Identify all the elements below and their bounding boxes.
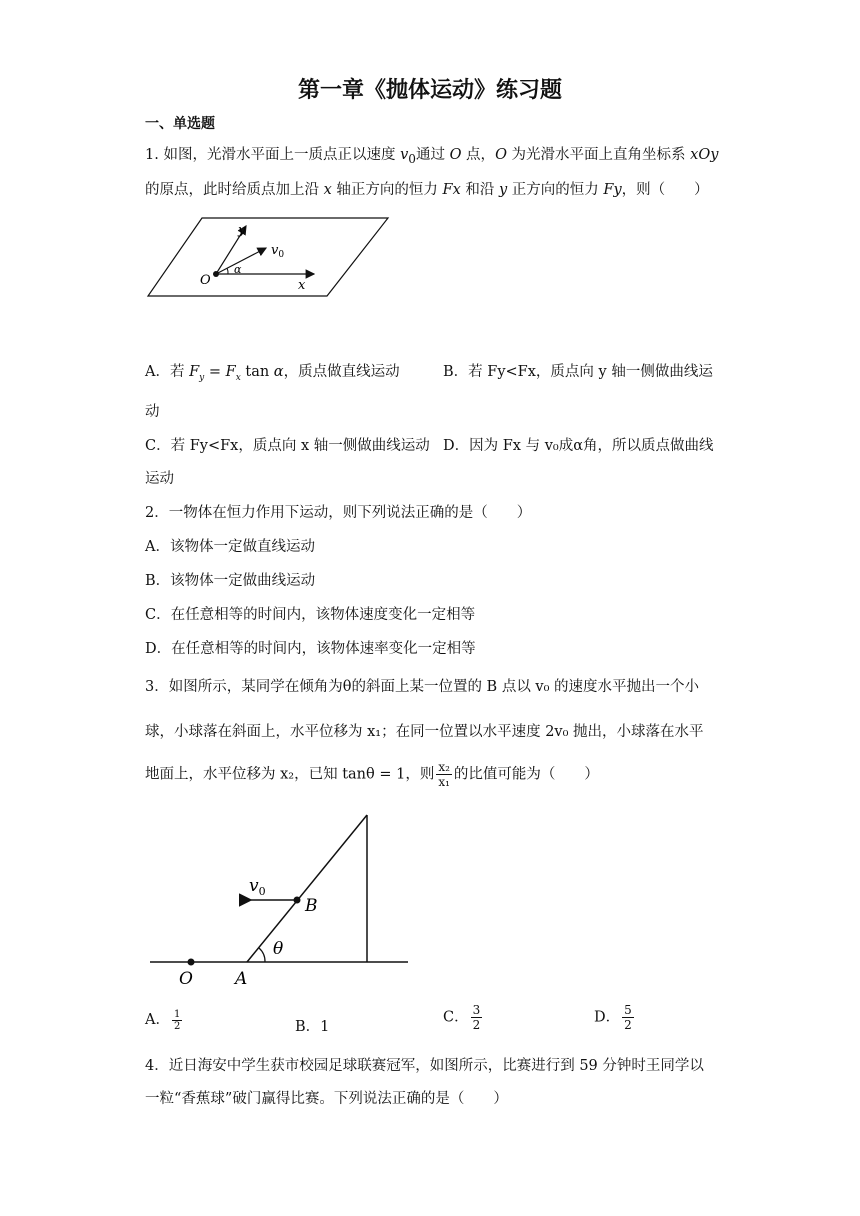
q3-opt-c-label: C． [443, 1009, 469, 1026]
q1-text: 通过 [415, 147, 450, 163]
q1-fx: Fx [442, 182, 461, 198]
q1-option-d-cont: 运动 [145, 471, 174, 487]
fig-label-v0: $v_0$ [271, 243, 285, 260]
q1-text: ，则（ ） [621, 182, 709, 198]
q3-opt-c-fraction: $\frac{3}{2}$ [472, 1003, 481, 1032]
q3-opt-d-label: D． [594, 1009, 621, 1026]
q1-option-d: D．因为 Fx 与 v₀成α角，所以质点做曲线 [443, 438, 714, 454]
q2-option-b: B．该物体一定做曲线运动 [145, 573, 316, 589]
q1-y: y [498, 182, 508, 198]
q1-stem-line1 [145, 143, 718, 166]
q1-text: 和沿 [460, 182, 499, 198]
q1-o: O [449, 147, 462, 163]
fig-label-x: x [298, 278, 306, 293]
q1-xoy: xOy [690, 147, 719, 163]
q1-text: 的原点，此时给质点加上沿 [145, 182, 324, 198]
q3-line3-b: 的比值可能为（ ） [453, 766, 599, 783]
q2-option-a: A．该物体一定做直线运动 [145, 539, 315, 555]
q1-text: 轴正方向的恒力 [331, 182, 443, 198]
q3-line3-a: 地面上，水平位移为 x₂，已知 tanθ = 1，则 [145, 766, 435, 783]
q1-x: x [323, 182, 332, 198]
fig-label-y: y [238, 223, 246, 238]
theta-arc [259, 948, 265, 962]
q2-option-d: D．在任意相等的时间内，该物体速率变化一定相等 [145, 641, 476, 657]
q3-opt-d-fraction: $\frac{5}{2}$ [624, 1003, 632, 1032]
q1-v0-sub: 0 [408, 151, 416, 166]
q1-option-b-cont: 动 [145, 404, 160, 420]
q1-option-b: B．若 Fy<Fx，质点向 y 轴一侧做曲线运 [443, 364, 713, 380]
q1-stem-line2 [145, 178, 709, 199]
fig-label-v0: $v_0$ [249, 876, 266, 898]
alpha-arc [227, 268, 228, 274]
point-b [294, 897, 301, 904]
fig-label-theta: θ [273, 939, 284, 959]
page-title: 第一章《抛体运动》练习题 [297, 78, 562, 103]
q1-option-a: A．若 $F_y = F_x$ tan α，质点做直线运动 [145, 364, 400, 383]
q3-opt-a-label: A． [145, 1012, 170, 1028]
q1-opt-a-prefix: A．若 [145, 364, 190, 380]
q1-text: 1. 如图，光滑水平面上一质点正以速度 [145, 147, 401, 163]
q1-opt-a-formula: $F_y = F_x$ [189, 364, 241, 383]
section-heading: 一、单选题 [145, 116, 215, 132]
q3-line1: 3．如图所示，某同学在倾角为θ的斜面上某一位置的 B 点以 v₀ 的速度水平抛出一个小 [145, 679, 700, 695]
q1-o: O [495, 147, 507, 163]
q1-text: 为光滑水平面上直角坐标系 [506, 147, 691, 163]
q3-option-b: B．1 [295, 1019, 330, 1035]
q2-option-c: C．在任意相等的时间内，该物体速度变化一定相等 [145, 607, 476, 623]
q1-text: 正方向的恒力 [507, 182, 604, 198]
q1-fy: Fy [603, 182, 622, 198]
fig-label-o: O [200, 273, 211, 288]
q3-option-c [443, 1003, 484, 1032]
q1-v0: v [400, 147, 409, 163]
q1-figure [140, 210, 400, 305]
q3-opt-a-fraction: $\frac{1}{2}$ [173, 1008, 181, 1032]
q1-option-c: C．若 Fy<Fx，质点向 x 轴一侧做曲线运动 [145, 438, 430, 454]
q2-stem: 2．一物体在恒力作用下运动，则下列说法正确的是（ ） [145, 505, 532, 521]
fig-label-a: A [235, 969, 248, 989]
origin-point [213, 271, 219, 277]
q4-line2: 一粒“香蕉球”破门赢得比赛。下列说法正确的是（ ） [145, 1091, 508, 1107]
fig-label-alpha: α [234, 263, 242, 276]
plane-parallelogram [148, 218, 388, 296]
q3-ratio-fraction: $\frac{\text{x₂}}{\text{x₁}}$ [438, 760, 450, 789]
q1-opt-a-suffix: ，质点做直线运动 [283, 364, 400, 380]
fig-label-b: B [305, 896, 318, 916]
q3-figure [145, 805, 415, 990]
q3-option-a [145, 1008, 184, 1032]
q4-line1: 4．近日海安中学生获市校园足球联赛冠军，如图所示，比赛进行到 59 分钟时王同学以 [145, 1058, 704, 1074]
q3-line2: 球，小球落在斜面上，水平位移为 x₁；在同一位置以水平速度 2v₀ 抛出，小球落在水平 [145, 724, 704, 740]
fig-label-o: O [179, 969, 193, 989]
point-o [188, 959, 195, 966]
q3-option-d [594, 1003, 636, 1032]
q1-text: 点， [461, 147, 496, 163]
q3-line3 [145, 760, 599, 789]
